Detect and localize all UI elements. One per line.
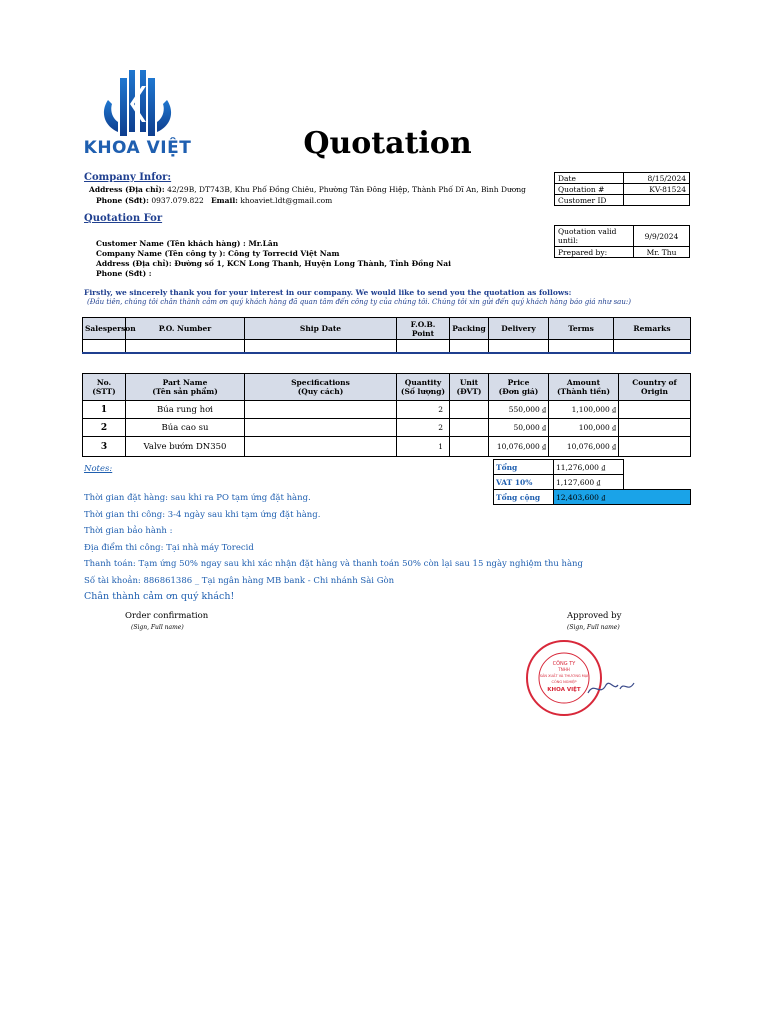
item-origin [619, 401, 691, 419]
vat-label: VAT 10% [494, 475, 554, 490]
item-no: 1 [83, 401, 126, 419]
col-packing: Packing [450, 318, 489, 340]
item-row [83, 437, 691, 457]
valid-until-label: Quotation valid until: [555, 226, 634, 247]
order-cell[interactable] [397, 340, 450, 353]
order-cell[interactable] [126, 340, 245, 353]
item-amount: 10,076,000 ₫ [549, 437, 619, 457]
notes-list [84, 490, 583, 589]
item-origin [619, 419, 691, 437]
company-info-heading: Company Infor: [84, 172, 172, 183]
item-qty: 2 [397, 419, 450, 437]
col-remarks: Remarks [614, 318, 691, 340]
order-confirmation-title: Order confirmation [125, 611, 209, 621]
intro-english: Firstly, we sincerely thank you for your interest in our company. We would like to send you the quotation as follows: [84, 288, 572, 297]
quote-number-value: KV-81524 [624, 184, 690, 195]
order-row [83, 340, 691, 353]
order-cell[interactable] [83, 340, 126, 353]
total-value: 12,403,600 ₫ [554, 490, 691, 505]
note-line: Thanh toán: Tạm ứng 50% ngay sau khi xác nhận đặt hàng và thanh toán 50% còn lại sau 15 ngày nghiệm thu hàng [84, 559, 583, 569]
approved-by-sub: (Sign, Full name) [567, 624, 620, 631]
item-unit [450, 419, 489, 437]
col-unit: Unit (ĐVT) [450, 374, 489, 401]
vat-value: 1,127,600 ₫ [554, 475, 624, 490]
note-line: Thời gian thi công: 3-4 ngày sau khi tạm ứng đặt hàng. [84, 509, 321, 520]
quotation-for-heading: Quotation For [84, 213, 163, 224]
col-terms: Terms [549, 318, 614, 340]
item-qty: 1 [397, 437, 450, 457]
col-price: Price (Đơn giá) [489, 374, 549, 401]
customer-name: Mr.Lân [248, 239, 279, 248]
order-confirmation-sub: (Sign, Full name) [131, 624, 184, 631]
items-table [82, 373, 691, 457]
customer-address: Đường số 1, KCN Long Thanh, Huyện Long Thành, Tỉnh Đồng Nai [174, 259, 451, 268]
item-amount: 100,000 ₫ [549, 419, 619, 437]
col-part-name: Part Name (Tên sản phẩm) [126, 374, 245, 401]
order-cell[interactable] [489, 340, 549, 353]
note-line: Thời gian đặt hàng: sau khi ra PO tạm ứng đặt hàng. [84, 493, 311, 503]
phone-label: Phone (Sđt): [96, 196, 149, 205]
address-label: Address (Địa chỉ): [89, 185, 165, 194]
date-value: 8/15/2024 [624, 173, 690, 184]
col-salesperson: Salesperson [83, 318, 126, 340]
company-address: 42/29B, DT743B, Khu Phố Đồng Chiêu, Phường Tân Đông Hiệp, Thành Phố Dĩ An, Bình Dương [167, 185, 526, 194]
email-label: Email: [210, 196, 238, 205]
col-quantity: Quantity (Số lượng) [397, 374, 450, 401]
thanks-text: Chân thành cảm ơn quý khách! [84, 591, 235, 602]
customer-name-label: Customer Name (Tên khách hàng) : [96, 239, 246, 248]
item-price: 50,000 ₫ [489, 419, 549, 437]
item-name: Búa cao su [126, 419, 245, 437]
validity-box [554, 225, 690, 258]
company-address-line [89, 184, 526, 195]
item-spec [245, 437, 397, 457]
customer-id-label: Customer ID [555, 195, 624, 206]
item-row [83, 401, 691, 419]
items-header-row [83, 374, 691, 401]
company-contact-line [96, 195, 332, 206]
intro-vietnamese: (Đầu tiên, chúng tôi chân thành cảm ơn quý khách hàng đã quan tâm đến công ty của chúng tôi. Chúng tôi xin gửi đến quý khách hàng báo giá như sau:) [87, 298, 631, 306]
item-qty: 2 [397, 401, 450, 419]
company-email: khoaviet.ldt@gmail.com [240, 196, 333, 205]
stamp-line: SẢN XUẤT VÀ THƯƠNG MẠI [539, 674, 589, 678]
item-row [83, 419, 691, 437]
customer-company: Công ty Torrecid Việt Nam [228, 249, 340, 258]
col-fob-point: F.O.B. Point [397, 318, 450, 340]
date-label: Date [555, 173, 624, 184]
order-cell[interactable] [549, 340, 614, 353]
col-delivery: Delivery [489, 318, 549, 340]
prepared-by-value: Mr. Thu [634, 247, 690, 258]
quote-number-label: Quotation # [555, 184, 624, 195]
item-unit [450, 401, 489, 419]
stamp-line: CÔNG TY [552, 661, 576, 667]
customer-address-label: Address (Địa chỉ): [96, 259, 172, 268]
col-po-number: P.O. Number [126, 318, 245, 340]
subtotal-value: 11,276,000 ₫ [554, 460, 624, 475]
col-origin: Country of Origin [619, 374, 691, 401]
customer-phone-label: Phone (Sđt) : [96, 269, 152, 278]
company-stamp [522, 635, 642, 717]
page-title: Quotation [303, 126, 472, 161]
item-origin [619, 437, 691, 457]
col-specifications: Specifications (Quy cách) [245, 374, 397, 401]
col-ship-date: Ship Date [245, 318, 397, 340]
order-cell[interactable] [245, 340, 397, 353]
item-spec [245, 401, 397, 419]
col-amount: Amount (Thành tiền) [549, 374, 619, 401]
subtotal-label: Tổng [494, 460, 554, 475]
item-no: 3 [83, 437, 126, 457]
col-no: No. (STT) [83, 374, 126, 401]
item-price: 550,000 ₫ [489, 401, 549, 419]
order-cell[interactable] [614, 340, 691, 353]
notes-heading: Notes: [84, 464, 113, 474]
approved-by-title: Approved by [567, 611, 622, 621]
order-cell[interactable] [450, 340, 489, 353]
note-line: Số tài khoản: 886861386 _ Tại ngân hàng MB bank - Chi nhánh Sài Gòn [84, 575, 395, 586]
note-line: Địa điểm thi công: Tại nhà máy Torecid [84, 542, 254, 553]
item-price: 10,076,000 ₫ [489, 437, 549, 457]
stamp-line: CÔNG NGHIỆP [551, 680, 577, 684]
logo-brand-text: KHOA VIỆT [83, 138, 192, 158]
item-amount: 1,100,000 ₫ [549, 401, 619, 419]
item-name: Valve bướm DN350 [126, 437, 245, 457]
item-no: 2 [83, 419, 126, 437]
stamp-line: KHOA VIỆT [547, 687, 581, 693]
customer-company-label: Company Name (Tên công ty ): [96, 249, 226, 258]
item-unit [450, 437, 489, 457]
order-table [82, 317, 691, 354]
stamp-line: TNHH [558, 667, 570, 672]
valid-until-value: 9/9/2024 [634, 226, 690, 247]
item-name: Búa rung hơi [126, 401, 245, 419]
item-spec [245, 419, 397, 437]
total-label: Tổng cộng [494, 490, 554, 505]
prepared-by-label: Prepared by: [555, 247, 634, 258]
company-phone: 0937.079.822 [151, 196, 204, 205]
quotation-info-box [554, 172, 690, 206]
customer-id-value [624, 195, 690, 206]
note-line: Thời gian bảo hành : [84, 526, 173, 536]
